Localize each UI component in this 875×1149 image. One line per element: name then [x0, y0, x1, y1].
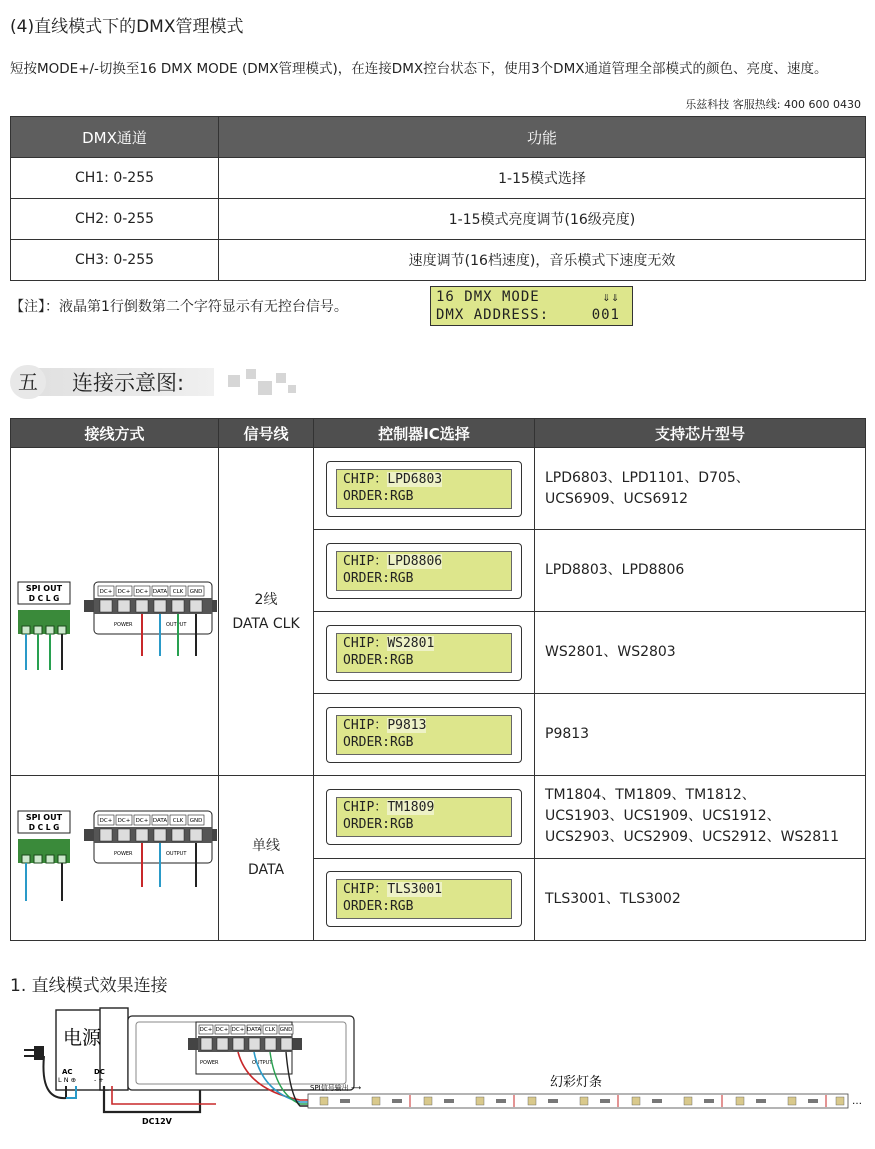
spi-out-label: SPI OUT [25, 813, 63, 822]
signal-2wire-cell [219, 448, 314, 776]
chip-lcd [326, 625, 522, 681]
col-header-wiring: 接线方式 [11, 419, 219, 448]
chip-model-line: UCS6909、UCS6912 [545, 490, 689, 507]
dc-pins: - + [94, 1076, 104, 1084]
table-row [11, 448, 866, 530]
hotline: 乐兹科技 客服热线: 400 600 0430 [685, 98, 861, 111]
ac-pins: L N ⊕ [58, 1076, 77, 1084]
lcd-address: 001 [591, 307, 620, 323]
chip-label: CHIP： [343, 717, 388, 733]
wiring-1wire-diagram [12, 777, 217, 935]
term-dcplus2: DC+ [215, 1027, 229, 1033]
ic-cell [314, 858, 535, 941]
term-dcplus3: DC+ [231, 1027, 245, 1033]
order-line: ORDER:RGB [343, 734, 414, 750]
signal-wires-count: 2线 [254, 591, 278, 608]
wiring-2wire-diagram [12, 452, 217, 768]
chips-cell [535, 448, 866, 530]
term-data: DATA [246, 1027, 262, 1033]
term-dcplus2: DC+ [117, 588, 131, 595]
term-data: DATA [152, 818, 168, 824]
chip-value: LPD6803 [387, 471, 443, 487]
term-clk: CLK [172, 588, 184, 595]
intro-text: 短按MODE+/-切换至16 DMX MODE (DMX管理模式)，在连接DMX控台状态下，使用3个DMX通道管理全部模式的颜色、亮度、速度。 [10, 61, 828, 77]
table-row [11, 776, 866, 859]
spi-output-label: SPI信号输出 ⟶ [310, 1084, 361, 1092]
ic-cell [314, 530, 535, 612]
order-line: ORDER:RGB [343, 488, 414, 504]
wiring-table [10, 418, 866, 941]
psu-label: 电源 [62, 1027, 102, 1049]
dmx-channel-table [10, 116, 866, 281]
chips-cell [535, 694, 866, 776]
chip-lcd [326, 461, 522, 517]
mode-heading: (4)直线模式下的DMX管理模式 [10, 17, 244, 37]
term-gnd: GND [189, 818, 203, 824]
term-dcplus3: DC+ [135, 588, 149, 595]
chip-lcd [326, 707, 522, 763]
power-label: POWER [200, 1060, 219, 1066]
ic-cell [314, 776, 535, 859]
col-header-ic: 控制器IC选择 [314, 419, 535, 448]
strip-label: 幻彩灯条 [550, 1075, 603, 1090]
chip-model-line: P9813 [545, 726, 590, 742]
section5-heading [10, 365, 290, 399]
function-cell: 1-15模式选择 [219, 158, 866, 199]
chip-model-line: LPD8803、LPD8806 [545, 562, 685, 578]
chips-cell [535, 530, 866, 612]
chip-lcd [326, 871, 522, 927]
lcd-line1: 16 DMX MODE [436, 289, 540, 305]
wiring-2wire-cell [11, 448, 219, 776]
chip-model-line: UCS2903、UCS2909、UCS2912、WS2811 [545, 829, 839, 846]
table-row [11, 240, 866, 281]
table-row [11, 158, 866, 199]
signal-indicator-icon: ⇓⇓ [602, 290, 620, 305]
output-label: OUTPUT [166, 621, 187, 628]
chip-label: CHIP： [343, 882, 388, 898]
chip-model-line: TM1804、TM1809、TM1812、 [545, 787, 756, 804]
chip-label: CHIP： [343, 471, 388, 487]
signal-wires-count: 单线 [252, 838, 280, 854]
chips-cell [535, 776, 866, 859]
chip-value: TLS3001 [387, 882, 443, 898]
chip-model-line: WS2801、WS2803 [545, 644, 676, 660]
chip-value: LPD8806 [387, 553, 443, 569]
channel-cell: CH2: 0-255 [11, 199, 219, 240]
chip-value: WS2801 [387, 635, 435, 651]
dc12v-label: DC12V [142, 1117, 172, 1126]
col-header-function: 功能 [219, 117, 866, 158]
decor-square [258, 381, 272, 395]
chip-label: CHIP： [343, 635, 388, 651]
term-dcplus1: DC+ [199, 1027, 213, 1033]
dc-label: DC [94, 1068, 105, 1076]
power-label: POWER [114, 621, 133, 628]
power-label: POWER [114, 851, 133, 857]
col-header-signal: 信号线 [219, 419, 314, 448]
chip-value: TM1809 [387, 799, 435, 815]
connection-diagram [0, 1000, 875, 1149]
section1-heading: 1. 直线模式效果连接 [10, 976, 168, 996]
term-dcplus1: DC+ [99, 818, 113, 824]
order-line: ORDER:RGB [343, 899, 414, 915]
term-dcplus2: DC+ [117, 818, 131, 824]
term-gnd: GND [189, 588, 203, 595]
chips-cell [535, 612, 866, 694]
signal-1wire-cell [219, 776, 314, 941]
chip-lcd [326, 543, 522, 599]
note-text: 【注】：液晶第1行倒数第二个字符显示有无控台信号。 [10, 299, 348, 315]
term-dcplus1: DC+ [99, 588, 113, 595]
table-row [11, 199, 866, 240]
spi-out-label: SPI OUT [25, 583, 63, 593]
function-cell: 速度调节(16档速度)，音乐模式下速度无效 [219, 240, 866, 281]
chip-label: CHIP： [343, 553, 388, 569]
led-strip [308, 1094, 848, 1108]
spi-pins-label: D C L G [28, 593, 60, 603]
order-line: ORDER:RGB [343, 652, 414, 668]
col-header-chips: 支持芯片型号 [535, 419, 866, 448]
function-cell: 1-15模式亮度调节(16级亮度) [219, 199, 866, 240]
term-clk: CLK [172, 818, 184, 824]
chip-model-line: TLS3001、TLS3002 [545, 890, 681, 907]
term-gnd: GND [279, 1027, 293, 1033]
ic-cell [314, 694, 535, 776]
output-label: OUTPUT [166, 851, 187, 857]
signal-wires-names: DATA CLK [232, 615, 300, 632]
chip-model-line: UCS1903、UCS1909、UCS1912、 [545, 808, 781, 825]
term-clk: CLK [264, 1027, 276, 1033]
chip-lcd [326, 789, 522, 845]
strip-continue: … [852, 1096, 862, 1107]
wiring-1wire-cell [11, 776, 219, 941]
output-label: OUTPUT [252, 1060, 273, 1066]
term-data: DATA [152, 588, 168, 595]
chip-label: CHIP： [343, 799, 388, 815]
decor-square [228, 375, 240, 387]
plug-icon [34, 1046, 44, 1060]
decor-square [288, 385, 296, 393]
ic-cell [314, 612, 535, 694]
ac-label: AC [62, 1068, 73, 1076]
chip-value: P9813 [387, 717, 427, 733]
order-line: ORDER:RGB [343, 570, 414, 586]
chips-cell [535, 858, 866, 941]
lcd-status-display [430, 286, 633, 326]
section-number: 五 [10, 365, 46, 399]
ic-cell [314, 448, 535, 530]
section-title: 连接示意图: [72, 371, 185, 395]
lcd-line2: DMX ADDRESS: [436, 307, 550, 323]
decor-square [246, 369, 256, 379]
signal-wires-names: DATA [247, 862, 285, 878]
term-dcplus3: DC+ [135, 818, 149, 824]
spi-pins-label: D C L G [28, 823, 60, 832]
col-header-channel: DMX通道 [11, 117, 219, 158]
order-line: ORDER:RGB [343, 816, 414, 832]
chip-model-line: LPD6803、LPD1101、D705、 [545, 469, 750, 486]
channel-cell: CH3: 0-255 [11, 240, 219, 281]
decor-square [276, 373, 286, 383]
channel-cell: CH1: 0-255 [11, 158, 219, 199]
